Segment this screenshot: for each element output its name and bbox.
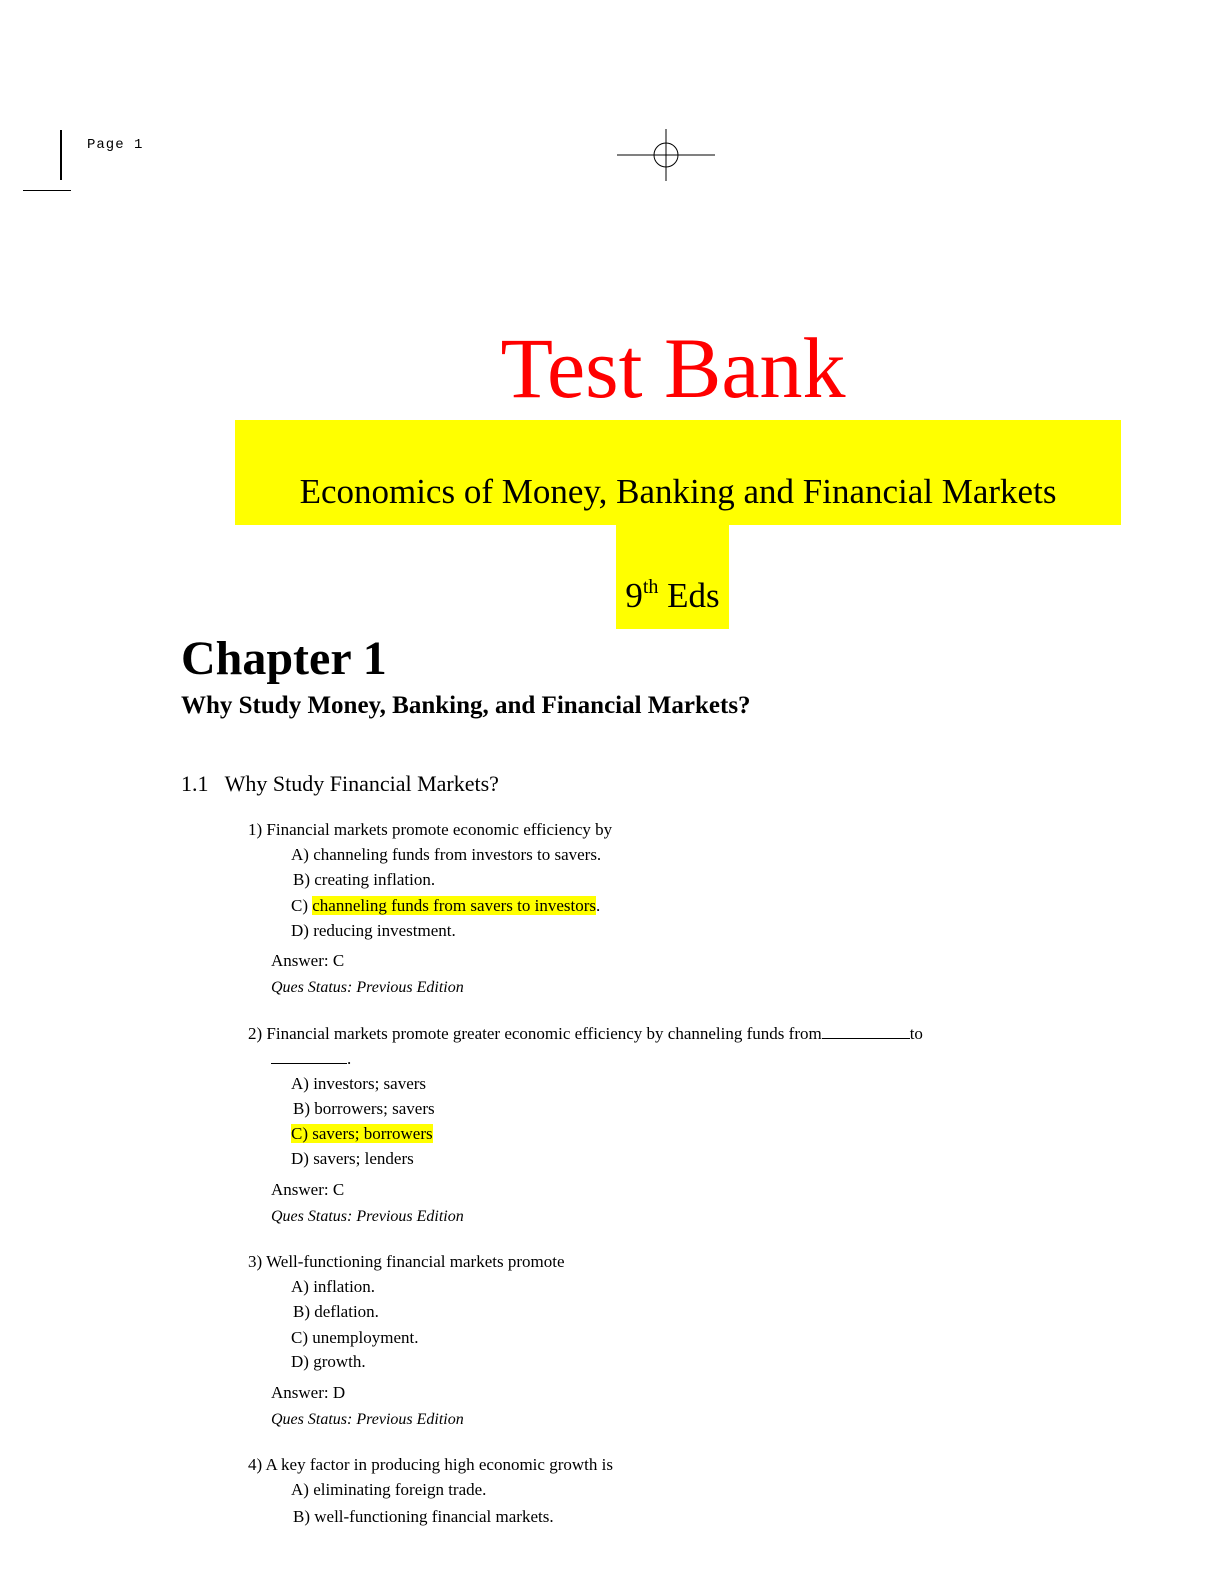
question-option: A) inflation. bbox=[291, 1277, 376, 1296]
answer-blank bbox=[822, 1022, 910, 1039]
question-option-correct bbox=[291, 893, 600, 918]
question-stem: 1) Financial markets promote economic efficiency by bbox=[248, 820, 613, 839]
question-option: D) reducing investment. bbox=[291, 921, 456, 940]
question-option-correct bbox=[291, 1121, 433, 1146]
crosshair-registration-icon bbox=[617, 129, 715, 181]
page-marker-horizontal-line bbox=[23, 190, 71, 191]
question-stem-continuation: . bbox=[271, 1046, 351, 1071]
option-highlight: C) savers; borrowers bbox=[291, 1124, 433, 1143]
option-letter: C) channeling funds from savers to investors. bbox=[291, 896, 601, 915]
question-status: Ques Status: Previous Edition bbox=[271, 1411, 464, 1428]
answer-blank bbox=[271, 1047, 347, 1064]
option-highlight: channeling funds from savers to investors bbox=[312, 896, 596, 915]
question-option: B) deflation. bbox=[293, 1302, 379, 1321]
chapter-title: Chapter 1 bbox=[181, 632, 387, 685]
document-title: Test Bank bbox=[500, 320, 846, 416]
question-option: C) unemployment. bbox=[291, 1328, 419, 1347]
question-option: A) channeling funds from investors to savers. bbox=[291, 845, 602, 864]
question-option: D) growth. bbox=[291, 1352, 366, 1371]
question-stem: 2) Financial markets promote greater economic efficiency by channeling funds from to bbox=[248, 1024, 923, 1043]
answer-label: Answer: C bbox=[271, 1180, 345, 1199]
page-label: Page 1 bbox=[87, 137, 144, 153]
question-stem: 4) A key factor in producing high economic growth is bbox=[248, 1455, 613, 1474]
edition-label: 9th Eds bbox=[625, 576, 720, 615]
document-subtitle: Economics of Money, Banking and Financial Markets bbox=[299, 472, 1057, 511]
question-option: A) eliminating foreign trade. bbox=[291, 1480, 487, 1499]
question-option: B) borrowers; savers bbox=[293, 1099, 435, 1118]
section-heading: 1.1 Why Study Financial Markets? bbox=[181, 771, 499, 796]
question-option: D) savers; lenders bbox=[291, 1149, 414, 1168]
question-option: A) investors; savers bbox=[291, 1074, 427, 1093]
question-stem: 3) Well-functioning financial markets promote bbox=[248, 1252, 565, 1271]
question-option: B) well-functioning financial markets. bbox=[293, 1507, 554, 1526]
question-status: Ques Status: Previous Edition bbox=[271, 979, 464, 996]
answer-label: Answer: C bbox=[271, 951, 345, 970]
question-status: Ques Status: Previous Edition bbox=[271, 1208, 464, 1225]
answer-label: Answer: D bbox=[271, 1383, 346, 1402]
chapter-subtitle: Why Study Money, Banking, and Financial Markets? bbox=[181, 692, 751, 719]
page-marker-vertical-line bbox=[60, 130, 62, 180]
question-option: B) creating inflation. bbox=[293, 870, 436, 889]
